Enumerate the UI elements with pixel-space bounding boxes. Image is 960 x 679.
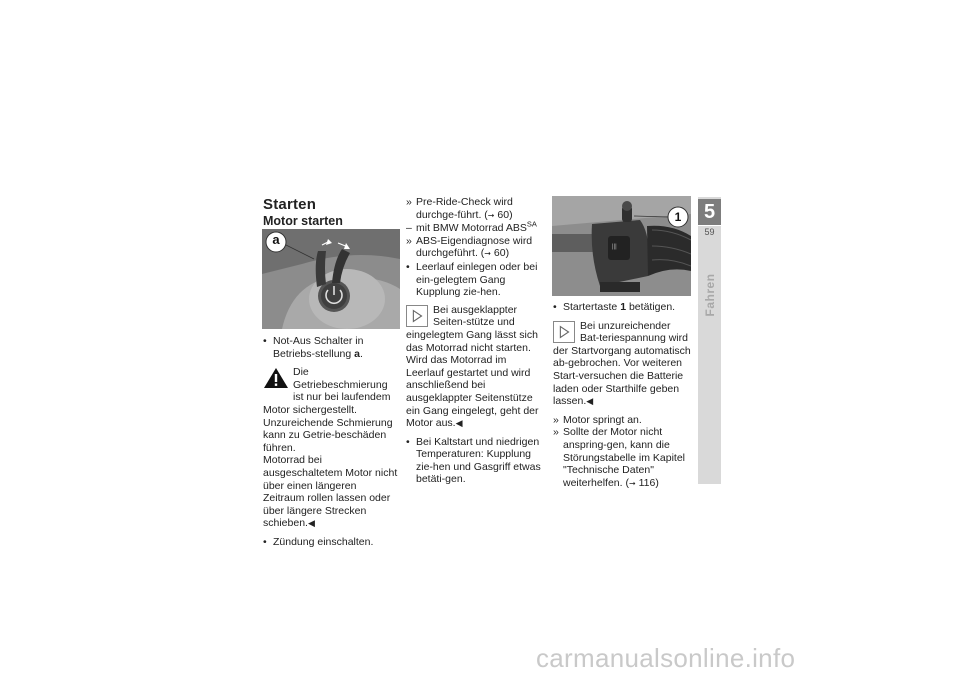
tip-icon (553, 321, 575, 343)
page-number: 59 (704, 227, 715, 237)
step-starter-button: • Startertaste 1 betätigen. (553, 301, 691, 314)
column-1-text (263, 335, 400, 549)
chapter-number: 5 (698, 199, 721, 225)
chapter-tab (698, 197, 721, 484)
option-abs: – mit BMW Motorrad $ABS^{SA}$ (406, 222, 544, 235)
page-ref-arrow-icon: ➞ (487, 210, 495, 220)
svg-text:|||: ||| (612, 244, 617, 250)
result-engine-starts: » Motor springt an. (553, 414, 691, 427)
step-kill-switch: • Not-Aus Schalter in Betriebs-stellung a. (263, 335, 400, 360)
result-abs-diagnosis: » ABS-Eigendiagnose wird durchgeführt. (➞ 60) (406, 235, 544, 261)
warning-continuation: Motorrad bei ausgeschaltetem Motor nicht über einen längeren Zeitraum rollen lassen oder über längere Strecken schieben.◀ (263, 454, 398, 530)
column-2-text (406, 196, 544, 486)
end-of-text-icon: ◀ (307, 518, 315, 529)
page-ref-arrow-icon: ➞ (628, 478, 636, 488)
watermark: carmanualsonline.info (536, 643, 796, 673)
end-of-text-icon: ◀ (586, 396, 594, 407)
warning-icon (263, 366, 289, 390)
tab-divider (698, 225, 721, 226)
section-title: Motor starten (263, 214, 343, 228)
column-3-text (553, 301, 691, 490)
warning-text: Die Getriebeschmierung ist nur bei laufendem Motor sichergestellt. Unzureichende Schmierung kann zu Getrie-beschäden führen. (263, 366, 393, 454)
page-ref-arrow-icon: ➞ (484, 249, 491, 259)
figure-label-a: a (272, 232, 280, 247)
result-pre-ride-check: » Pre-Ride-Check wird durchge-führt. (➞ 60) (406, 196, 544, 222)
tip-block-battery: Bei unzureichender Bat-teriespannung wird der Startvorgang automatisch ab-gebrochen. Vor weiteren Start-versuchen die Batterie laden oder Starthilfe geben lassen.◀ (553, 319, 691, 408)
page-title: Starten (263, 196, 317, 213)
chapter-title-container (698, 270, 721, 320)
tip-block-sidestand: Bei ausgeklappter Seiten-stütze und eingelegtem Gang lässt sich das Motorrad nicht starten. Wird das Motorrad im Leerlauf gestartet und wird anschließend bei ausgeklappter Seitenstütze ein Gang eingelegt, geht der Motor aus.◀ (406, 303, 539, 430)
figure-label-1: 1 (674, 210, 682, 224)
result-troubleshooting: » Sollte der Motor nicht anspring-gen, kann die Störungstabelle im Kapitel "Technische Daten" weiterhelfen. (➞ 116) (553, 426, 691, 490)
step-ignition: • Zündung einschalten. (263, 536, 400, 549)
warning-block (263, 366, 400, 530)
starter-button-photo (552, 196, 691, 296)
end-of-text-icon: ◀ (455, 418, 463, 429)
step-cold-start: • Bei Kaltstart und niedrigen Temperaturen: Kupplung zie-hen und Gasgriff etwas betäti-gen. (406, 436, 544, 486)
chapter-title: Fahren (702, 273, 717, 317)
kill-switch-photo (262, 229, 400, 329)
step-neutral-or-clutch: • Leerlauf einlegen oder bei ein-gelegtem Gang Kupplung zie-hen. (406, 261, 544, 299)
tip-icon (406, 305, 428, 327)
